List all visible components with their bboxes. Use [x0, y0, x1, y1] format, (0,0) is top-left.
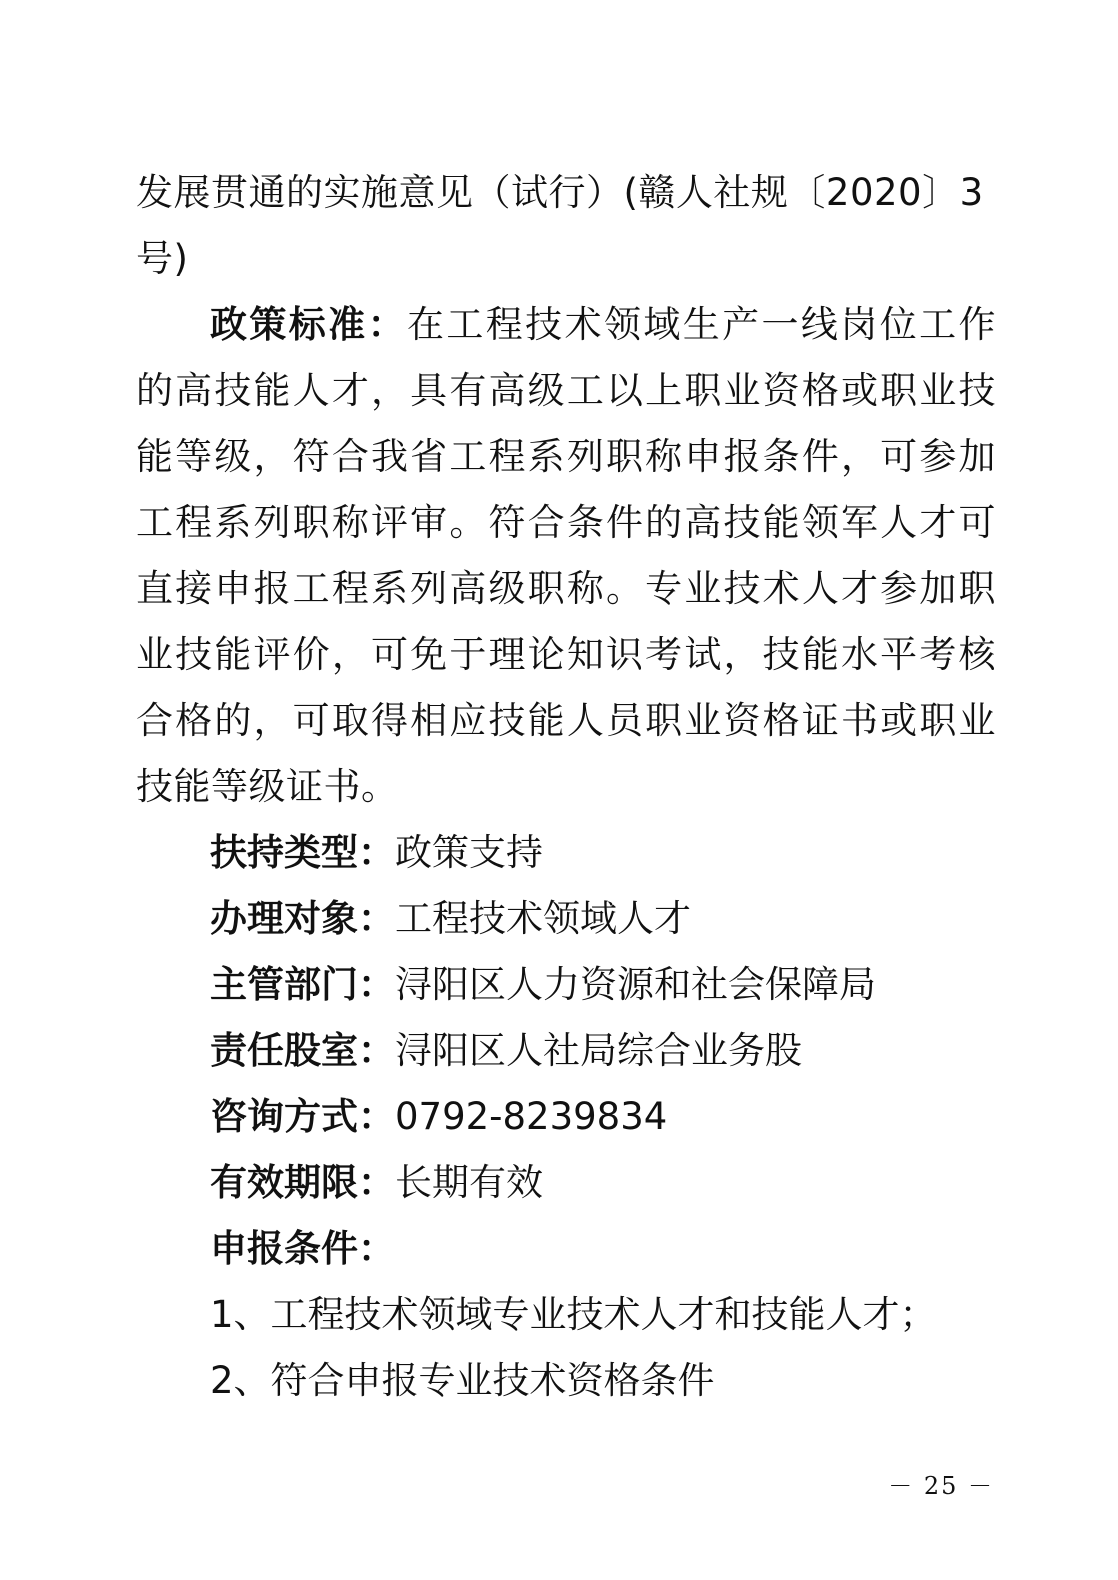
conditions-label: 申报条件：: [210, 1227, 395, 1270]
conditions-heading: [136, 1216, 996, 1282]
continuation-line-1: 发展贯通的实施意见（试行）(赣人社规〔2020〕3: [136, 171, 984, 214]
field-label: 有效期限：: [210, 1161, 395, 1204]
field-label: 主管部门：: [210, 963, 395, 1006]
condition-item-1: 1、工程技术领域专业技术人才和技能人才；: [210, 1293, 937, 1336]
field-office: [136, 1018, 996, 1084]
field-support-type: [136, 820, 996, 886]
field-label: 办理对象：: [210, 897, 395, 940]
field-value: 浔阳区人社局综合业务股: [395, 1029, 802, 1072]
field-contact: [136, 1084, 996, 1150]
field-label: 扶持类型：: [210, 831, 395, 874]
field-target: [136, 886, 996, 952]
page-number: － 25 －: [888, 1472, 994, 1500]
document-body: [136, 160, 996, 1414]
field-department: [136, 952, 996, 1018]
field-value: 长期有效: [395, 1161, 543, 1204]
continuation-line-2: 号): [136, 237, 189, 280]
policy-standard-paragraph: [136, 292, 996, 820]
policy-standard-text: 在工程技术领域生产一线岗位工作的高技能人才，具有高级工以上职业资格或职业技能等级，符合我省工程系列职称申报条件，可参加工程系列职称评审。符合条件的高技能领军人才可直接申报工程系列高级职称。专业技术人才参加职业技能评价，可免于理论知识考试，技能水平考核合格的，可取得相应技能人员职业资格证书或职业技能等级证书。: [136, 303, 997, 808]
field-value: 政策支持: [395, 831, 543, 874]
field-value: 浔阳区人力资源和社会保障局: [395, 963, 876, 1006]
condition-item-2: 2、符合申报专业技术资格条件: [210, 1359, 715, 1402]
field-label: 咨询方式：: [210, 1095, 395, 1138]
field-value: 工程技术领域人才: [395, 897, 691, 940]
field-value: 0792-8239834: [395, 1095, 668, 1138]
continuation-paragraph: [136, 160, 996, 292]
field-validity: [136, 1150, 996, 1216]
field-label: 责任股室：: [210, 1029, 395, 1072]
policy-standard-label: 政策标准：: [210, 303, 407, 346]
